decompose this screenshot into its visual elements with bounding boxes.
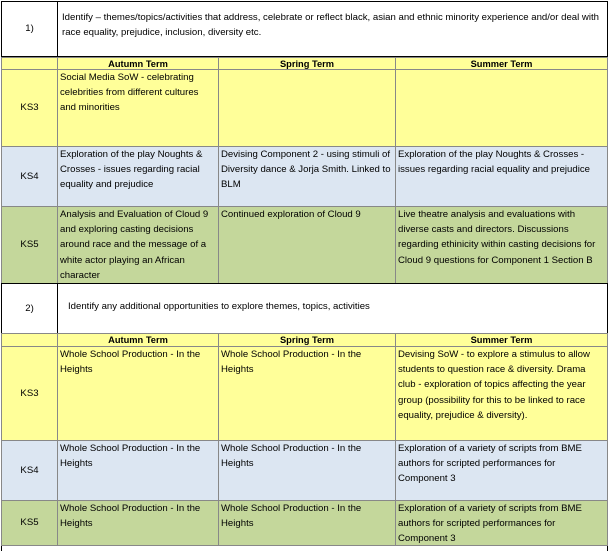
s1-ks4-spring: Devising Component 2 - using stimuli of Diversity dance & Jorja Smith. Linked to BLM <box>218 146 396 207</box>
s2-ks3-summer: Devising SoW - to explore a stimulus to allow students to question race & diversity. Drama club - exploration of topics affecting the year group (possibility for this to be linked to race equality, prejudice & diversity). <box>395 346 608 441</box>
s1-ks4-autumn: Exploration of the play Noughts & Crosses - issues regarding racial equality and prejudice <box>57 146 219 207</box>
section1-question <box>57 1 608 57</box>
s1-ks4-summer: Exploration of the play Noughts & Crosses - issues regarding racial equality and prejudice <box>395 146 608 207</box>
section2-question <box>57 283 608 334</box>
s2-header-spring: Spring Term <box>218 333 396 347</box>
s1-ks3-autumn: Social Media SoW - celebrating celebrities from different cultures and minorities <box>57 69 219 147</box>
s1-ks3-spring <box>218 69 396 147</box>
section2-number <box>1 283 58 334</box>
s2-header-autumn: Autumn Term <box>57 333 219 347</box>
s1-ks5-autumn: Analysis and Evaluation of Cloud 9 and exploring casting decisions around race and the message of a white actor playing an African character <box>57 206 219 284</box>
s2-header-spacer <box>1 333 58 347</box>
s1-ks4-label <box>1 146 58 207</box>
s2-ks4-spring: Whole School Production - In the Heights <box>218 440 396 501</box>
s2-ks5-spring: Whole School Production - In the Heights <box>218 500 396 546</box>
s1-ks3-summer <box>395 69 608 147</box>
s1-header-spring: Spring Term <box>218 57 396 70</box>
s1-ks3-label-text: KS3 <box>20 102 39 114</box>
s2-ks4-label-text: KS4 <box>20 464 39 476</box>
s2-ks5-autumn: Whole School Production - In the Heights <box>57 500 219 546</box>
s2-ks3-label <box>1 346 58 441</box>
s2-ks5-label <box>1 500 58 546</box>
s1-ks4-label-text: KS4 <box>20 170 39 182</box>
s1-ks3-label <box>1 69 58 147</box>
s2-ks4-label <box>1 440 58 501</box>
s2-ks4-autumn: Whole School Production - In the Heights <box>57 440 219 501</box>
s1-ks5-label <box>1 206 58 284</box>
s2-ks4-summer: Exploration of a variety of scripts from BME authors for scripted performances for Component 3 <box>395 440 608 501</box>
s1-ks5-spring: Continued exploration of Cloud 9 <box>218 206 396 284</box>
s1-ks5-label-text: KS5 <box>20 239 39 251</box>
section1-number-text: 1) <box>25 23 34 35</box>
s2-ks5-summer: Exploration of a variety of scripts from BME authors for scripted performances for Component 3 <box>395 500 608 546</box>
s1-ks5-summer: Live theatre analysis and evaluations with diverse casts and directors. Discussions regarding ethinicity within casting decisions for Cloud 9 questions for Component 1 Section B <box>395 206 608 284</box>
s1-header-summer: Summer Term <box>395 57 608 70</box>
s1-header-autumn: Autumn Term <box>57 57 219 70</box>
section2-number-text: 2) <box>25 302 34 314</box>
s2-ks5-label-text: KS5 <box>20 517 39 529</box>
s2-header-summer: Summer Term <box>395 333 608 347</box>
s2-ks3-autumn: Whole School Production - In the Heights <box>57 346 219 441</box>
section1-number <box>1 1 58 57</box>
s2-ks3-label-text: KS3 <box>20 387 39 399</box>
s2-ks3-spring: Whole School Production - In the Heights <box>218 346 396 441</box>
section2-question-text: Identify any additional opportunities to explore themes, topics, activities <box>68 301 370 312</box>
section1-question-text: Identify – themes/topics/activities that address, celebrate or reflect black, asian and ethnic minority experience and/or deal with race equality, prejudice, inclusion, diversity etc. <box>62 12 599 39</box>
